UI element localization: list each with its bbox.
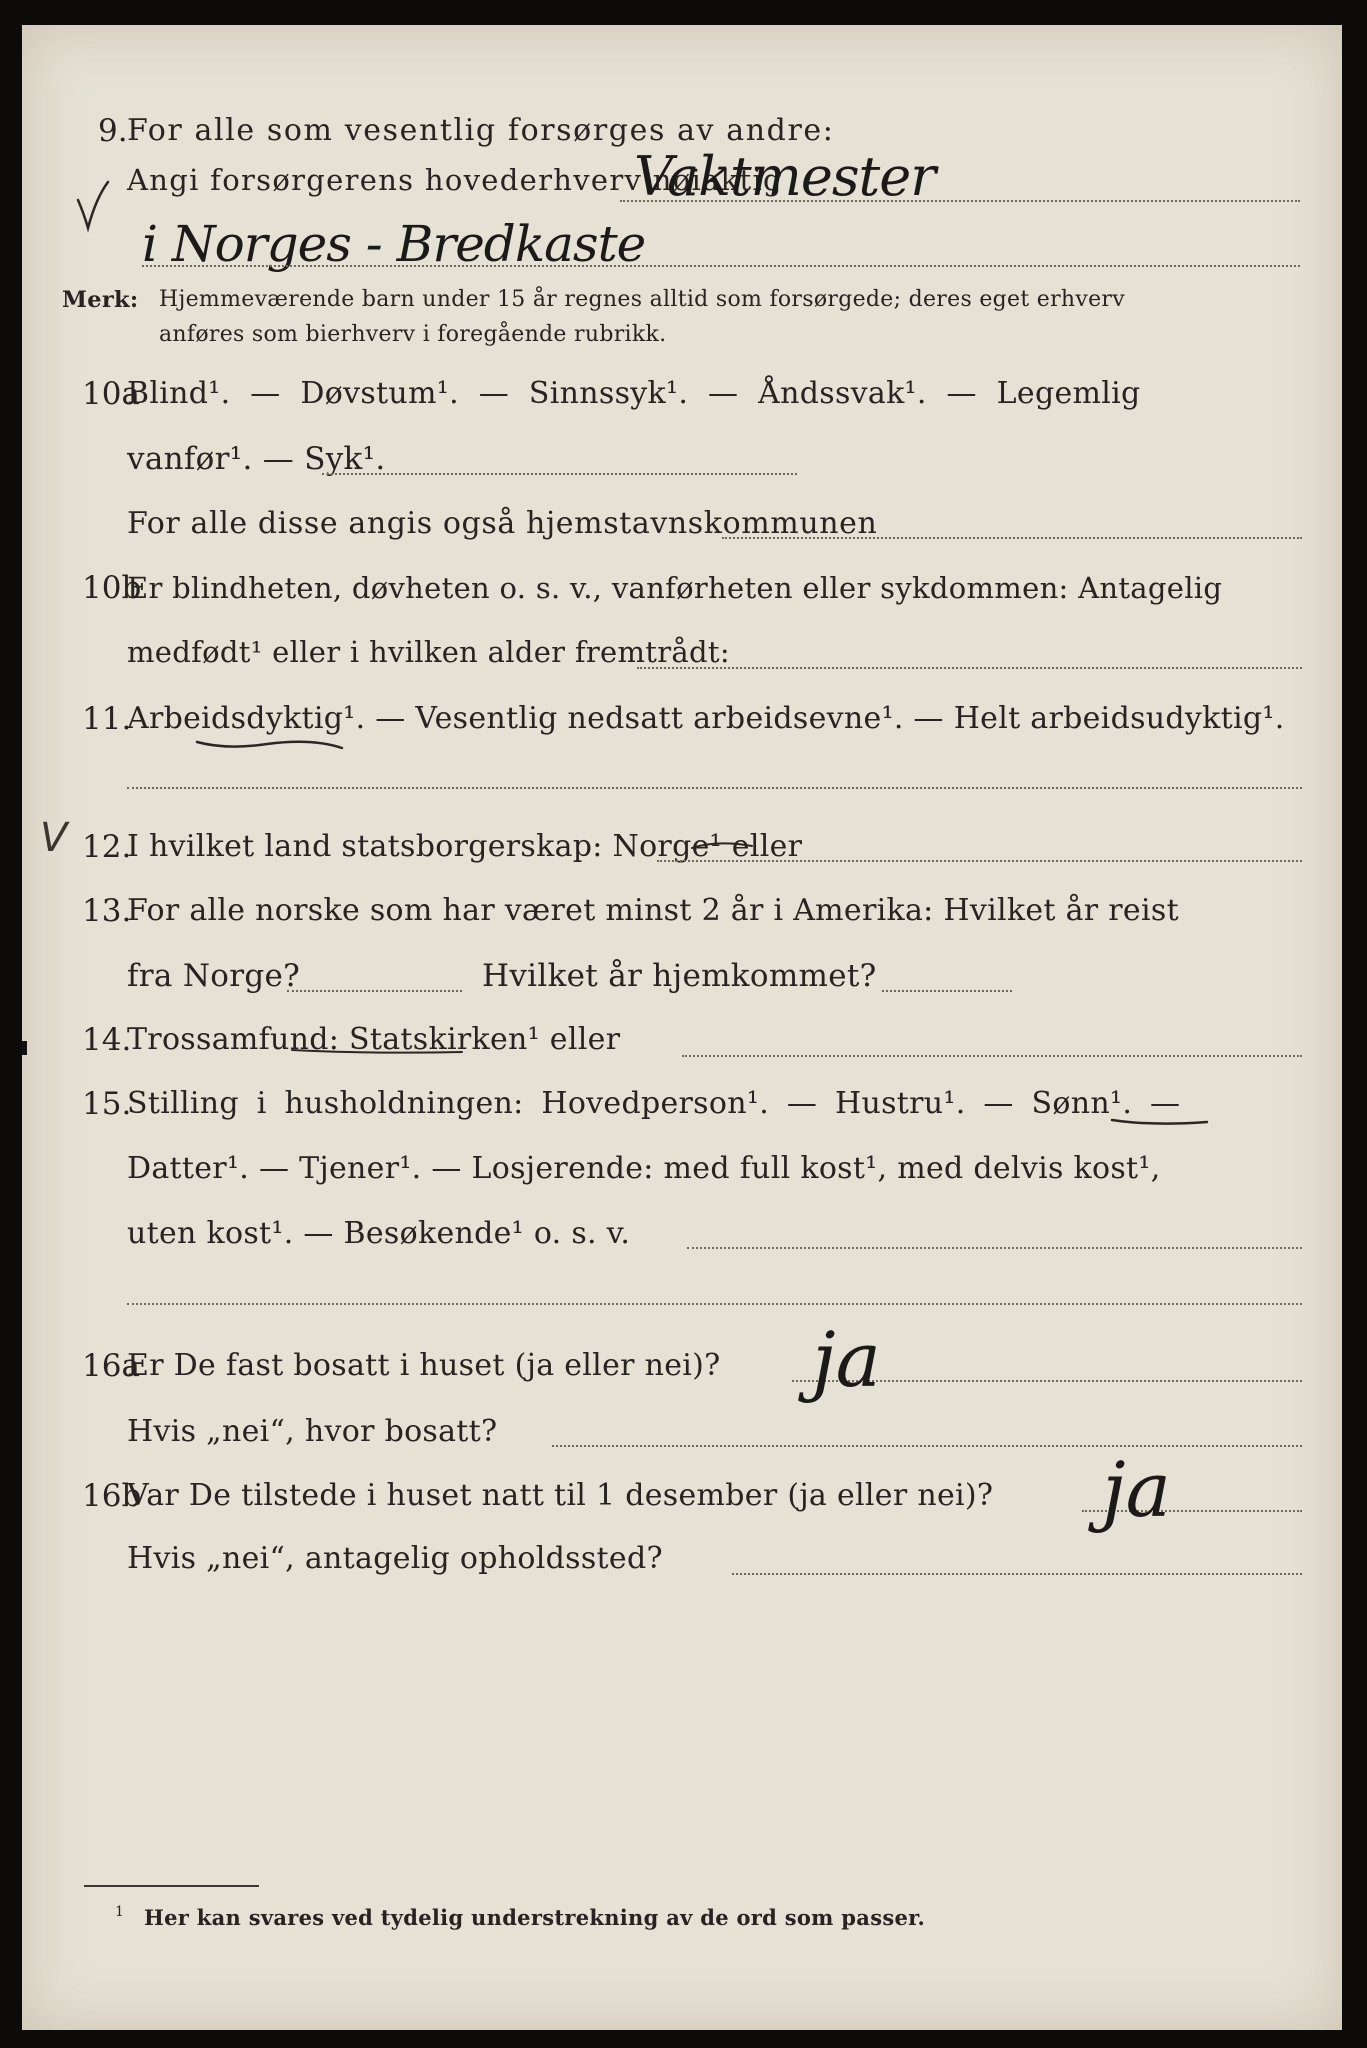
q13-line1: For alle norske som har været minst 2 år i Amerika: Hvilket år reist: [127, 893, 1179, 928]
q14-line1: Trossamfund: Statskirken¹ eller: [127, 1022, 621, 1057]
q16b-number: 16b: [82, 1478, 142, 1514]
q13-reist-line: [287, 990, 462, 992]
q16a-line2: Hvis „nei“, hvor bosatt?: [127, 1414, 498, 1449]
q15-answer-line-2: [127, 1303, 1302, 1305]
q10b-line1: Er blindheten, døvheten o. s. v., vanførheten eller sykdommen: Antagelig: [127, 571, 1223, 605]
q9-check-mark: [78, 182, 108, 228]
q15-line2: Datter¹. — Tjener¹. — Losjerende: med full kost¹, med delvis kost¹,: [127, 1151, 1161, 1186]
footnote-rule: [84, 1885, 259, 1887]
q16a-number: 16a: [82, 1348, 140, 1384]
merk-line2: anføres som bierhverv i foregående rubrikk.: [159, 322, 667, 347]
q16a-line1: Er De fast bosatt i huset (ja eller nei)?: [127, 1348, 721, 1383]
q12-line1: I hvilket land statsborgerskap: Norge¹ eller: [127, 829, 803, 864]
merk-label: Merk:: [62, 287, 139, 313]
q16a-handwritten-answer: ja: [812, 1315, 881, 1404]
q11-line1: Arbeidsdyktig¹. — Vesentlig nedsatt arbeidsevne¹. — Helt arbeidsudyktig¹.: [127, 701, 1285, 736]
q13-number: 13.: [82, 893, 132, 929]
merk-line1: Hjemmeværende barn under 15 år regnes alltid som forsørgede; deres eget erhverv: [159, 287, 1125, 312]
q12-check-mark: V: [40, 815, 68, 861]
q10a-number: 10a: [82, 376, 140, 412]
q10a-line1: Blind¹. — Døvstum¹. — Sinnssyk¹. — Åndssvak¹. — Legemlig: [127, 376, 1141, 411]
q16b-opholdssted-line: [732, 1573, 1302, 1575]
q15-answer-line: [687, 1247, 1302, 1249]
margin-punch-mark: [22, 1041, 27, 1055]
q10b-number: 10b: [82, 570, 142, 606]
q9-answer-line-2: [142, 265, 1300, 267]
q15-number: 15.: [82, 1086, 132, 1122]
q10b-answer-line: [637, 667, 1302, 669]
q10a-line2: vanfør¹. — Syk¹.: [127, 441, 386, 477]
q12-number: 12.: [82, 829, 132, 865]
q16b-line1: Var De tilstede i huset natt til 1 desember (ja eller nei)?: [127, 1478, 994, 1513]
q13-hjemkommet-line: [882, 990, 1012, 992]
q9-handwritten-answer-2: i Norges - Bredkaste: [142, 215, 646, 273]
q11-answer-line: [127, 787, 1302, 789]
q9-handwritten-answer-1: Vaktmester: [634, 145, 936, 208]
q11-underline: [197, 742, 342, 748]
q10b-line2: medfødt¹ eller i hvilken alder fremtrådt:: [127, 635, 730, 669]
footnote-text: Her kan svares ved tydelig understrekning av de ord som passer.: [144, 1905, 926, 1930]
q15-line3: uten kost¹. — Besøkende¹ o. s. v.: [127, 1216, 631, 1251]
q13-line2b: Hvilket år hjemkommet?: [482, 958, 877, 994]
q16b-line2: Hvis „nei“, antagelig opholdssted?: [127, 1541, 663, 1576]
q10a-line3: For alle disse angis også hjemstavnskommunen: [127, 506, 878, 541]
q15-line1: Stilling i husholdningen: Hovedperson¹. — Hustru¹. — Sønn¹. —: [127, 1086, 1181, 1121]
census-form-page: [22, 25, 1342, 2030]
q13-line2a: fra Norge?: [127, 958, 301, 994]
footnote-marker: 1: [115, 1904, 125, 1920]
q9-number: 9.: [98, 113, 128, 149]
q12-answer-line: [657, 860, 1302, 862]
q16b-handwritten-answer: ja: [1102, 1445, 1171, 1534]
q14-answer-line: [682, 1055, 1302, 1057]
q10a-syk-line: [322, 473, 797, 475]
q9-line2: Angi forsørgerens hovederhverv nøiaktig: [127, 163, 783, 197]
q10a-hjemstavn-line: [722, 537, 1302, 539]
q9-line1: For alle som vesentlig forsørges av andre:: [127, 113, 835, 148]
q14-number: 14.: [82, 1022, 132, 1058]
q16a-bosatt-line: [552, 1445, 1302, 1447]
q11-number: 11.: [82, 701, 132, 737]
